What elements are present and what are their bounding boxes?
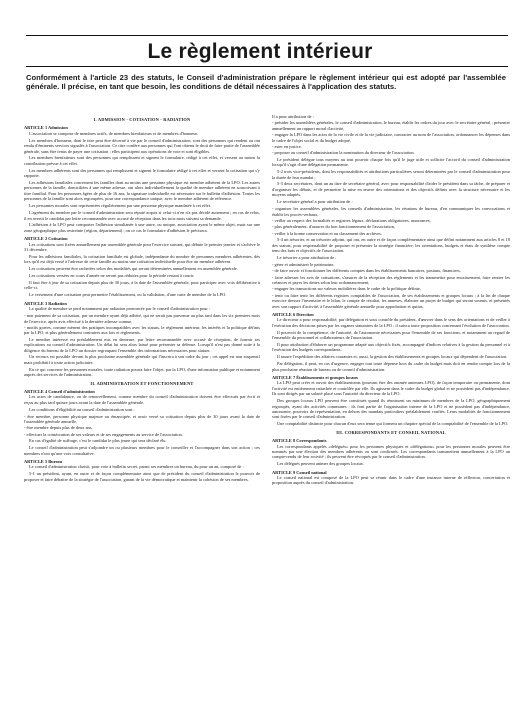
paragraph: - être membre depuis plus de deux ans, <box>24 425 93 431</box>
right-column <box>272 114 510 714</box>
paragraph: Les conditions d'éligibilité au conseil d'administration sont : <box>29 406 135 412</box>
article-heading: ARTICLE 4 Conseil d'administration <box>24 388 95 394</box>
paragraph: Les personnes morales sont représentées régulièrement par une personne physique mandatée à cet effet. <box>29 203 212 209</box>
paragraph: 5-1 un président, ayant, en outre et de façon complémentaire ainsi que de président du conseil d'administration le pouvoir de proposer et faire débattre de la stratégie de l'association, garant de la vie démocratique et maintenir la cohésion de ses membres. <box>24 471 260 482</box>
paragraph: Pour les adhésions familiales, la cotisation familiale est globale, indépendante du nombre de personnes membres adhérentes, dès lors qu'il est déjà versé à l'adresse de cette famille au moins une cotisation individuelle pour être un membre adhérent. <box>24 253 260 265</box>
paragraph: Le versement d'une cotisation peut permettre l'établissement, ou la validation, d'une carte de membre de la LPO. <box>29 292 227 298</box>
paragraph: - tenir ou faire tenir les différents registres comptables de l'association, de ses établissements et groupes locaux ; à la fin de chaque exercice dresser l'inventaire et le bilan, le compte de résultat, les annexes, élaborer un projet de budget qui seront soumis, et présentés avec son rapport d'activité, à l'assemblée générale annuelle pour approbation et quitus. <box>272 292 510 309</box>
page-title: Le règlement intérieur <box>147 40 373 63</box>
paragraph: - gérer et administrer le patrimoine, <box>272 261 335 267</box>
paragraph: Il pourvoit de la compétence, de l'autorité, de l'autonomie nécessaires pour l'ensemble de ses fonctions, et notamment au regard de l'ensemble du personnel et collaborateurs de l'association. <box>272 329 510 341</box>
paragraph: La LPO peut créer et ouvrir des établissements (pouvant être des ommée antennes LPO), de façon temporaire ou permanente, dont l'activité est entièrement rattachée et contrôlée par elle. Ils agissent dans le cadre du budget global et ne possèdent pas d'indépendance. Ils sont dirigés par un salarié placé sous l'autorité du directeur de la LPO. <box>272 380 510 397</box>
paragraph: Une comptabilité distincte pour chacun d'eux sera tenue qui formera un chapitre spécial de la comptabilité de l'ensemble de la LPO. <box>277 421 509 427</box>
paragraph: Le président délègue tous moyens au tout pouvoir chaque fois qu'il le juge utile et sollicite l'accord du conseil d'administration lorsqu'il s'agit d'une délégation permanente. <box>272 156 510 168</box>
paragraph: Les cotisations peuvent être rachetées selon des modalités qui seront déterminées annuellement en assemblée générale. <box>29 266 238 272</box>
paragraph: - motifs graves, comme mènent des pratiques incompatibles avec les statuts, le règlement intérieur, les intérêts et la politique définis par la LPO, et plus généralement contraires aux lois et règlements. <box>24 324 260 336</box>
paragraph: Les cotisations sont fixées annuellement par assemblée générale pour l'exercice suivant, qui débute le premier janvier et s'achève le 31 décembre. <box>24 241 260 253</box>
paragraph: Il faut être à jour de sa cotisation depuis plus de 30 jours, à la date de l'assemblée générale, pour participer avec voix délibérative à celle-ci. <box>24 280 260 291</box>
paragraph: Un recours est possible devant la plus prochaine assemblée générale qui l'inscrira à son ordre du jour ; cet appel est non suspensif mais prohibitif à toute action judiciaire. <box>24 354 260 365</box>
title-rule-top <box>26 35 508 36</box>
paragraph: 5-4 un trésorier, et un trésorier adjoint, qui ont, en outre et de façon complémentaire ainsi que défini notamment aux articles 8 et 18 des statuts, pour responsabilité de proposer et présenter la stratégie financière, les orientations, budgets et états de synthèse compte tenu des buts et objectifs de l'association. <box>272 237 510 253</box>
paragraph: Les adhésions familiales concernent les familles dont au moins une personne physique est membre adhérent de la LPO. Les autres personnes de la famille, domiciliées à une même adresse, ont alors individuellement la qualité de membre adhérent en souscrivant à titre familial. Pour les personnes âgées de plus de 16 ans, la signature individuelle est nécessaire sur le bulletin d'adhésion. Toutes les personnes de la famille sont alors regroupées, pour une correspondance unique, avec le membre adhérent de référence. <box>24 180 260 202</box>
paragraph: En ce qui concerne les personnes morales, toute radiation pourra faire l'objet, par la LPO, d'une information publique et notamment auprès des services de l'administration. <box>24 366 260 378</box>
article-heading: ARTICLE 7 Établissements et groupes locaux <box>272 375 358 381</box>
left-column <box>24 114 260 714</box>
intro-paragraph: Conformément à l'article 23 des statuts, le Conseil d'administration prépare le règlement intérieur qui est adopté par l'assemblée générale. Il précise, en tant que besoin, les conditions de détail nécessaires à l'application des statuts. <box>26 73 506 92</box>
paragraph: Les actes de candidature, ou de renouvellement, comme membre du conseil d'administration doivent être effectués par écrit et reçus au plus tard quinze jours avant la date de l'assemblée générale. <box>24 394 260 405</box>
section-heading: I. ADMISSION - COTISATION - RADIATION <box>93 117 191 122</box>
paragraph: 5-3 deux secrétaires, dont un au titre de secrétaire général, avec pour responsabilité d'aider le président dans sa tâche, de préparer et d'organiser les débats, et de permettre la mise en œuvre des orientations et des objectifs définis avec la structure nécessaire et les moyens adaptés. <box>272 181 510 198</box>
article-heading: ARTICLE 6 Direction <box>272 312 314 317</box>
article-heading: ARTICLE 9 Conseil national <box>272 469 327 475</box>
paragraph: Le directeur a pour responsabilité, par délégation et sous contrôle du président, d'œuvrer dans le sens des orientations et de veiller à l'exécution des décisions prises par les organes statutaires de la LPO ; il suivra toute proposition concernant l'évolution de l'association. <box>272 317 510 328</box>
paragraph: - présider les assemblées générales, le conseil d'administration, le bureau, établir les ordres du jour avec le secrétaire général ; présenter annuellement un rapport moral d'activité, <box>272 120 510 131</box>
paragraph: Par délégation, il peut, en cas d'urgence, engager tout toute dépense hors du cadre du budget mais doit en rendre compte lors de la plus prochaine réunion de bureau ou de conseil d'administration. <box>272 361 510 372</box>
paragraph: Les membres d'honneur, dont le titre peut être décerné à vie par le conseil d'administration, sont des personnes qui rendent ou ont rendu d'éminents services signalés à l'association. Ce titre confère aux personnes qui l'ont obtenu le droit de faire partie de l'assemblée générale, sans être tenus de payer une cotisation ; elles participent aux opérations de vote et sont éligibles. <box>24 137 260 154</box>
paragraph: Il assure l'expédition des affaires courantes et, aussi, la gestion des établissements et groupes locaux qui dépendent de l'association. <box>277 354 508 360</box>
paragraph: - veiller à la bonne conservation et au classement des archives. <box>272 230 383 236</box>
article-heading: ARTICLE 2 Cotisation <box>24 236 68 242</box>
paragraph: Le conseil national est composé de la LPO peut se réunir dans le cadre d'une instance interne de réflexion, concertation et proposition auprès du conseil d'administration. <box>272 475 510 486</box>
paragraph: Le conseil d'administration peut s'adjoindre un ou plusieurs membres pour le conseiller et l'accompagner dans son action ; ces membres n'ont qu'une voix consultative. <box>24 445 260 456</box>
paragraph: Les cotisations versées en cours d'année ne seront pas réduites pour la période restant à courir. <box>29 273 195 279</box>
paragraph: Le membre intéressé est préalablement mis en demeure, par lettre recommandée avec accusé de réception, de fournir ses explications au conseil d'administration. Un délai lui sera alors laissé pour présenter sa défense. Lorsqu'il n'est pas donné suite à la diligence du bureau de la LPO un dossier regroupant l'ensemble des informations nécessaires pour statuer. <box>24 336 260 353</box>
paragraph: - proposer au conseil d'administration la nomination du directeur de l'association. <box>272 150 415 156</box>
article-heading: ARTICLE 1 Admission <box>24 125 68 131</box>
paragraph: - plus généralement, d'assurer du bon fonctionnement de l'association, <box>272 224 396 230</box>
paragraph: - effectuer la consécration de ses valeurs et de ses engagements au service de l'association. <box>24 431 183 437</box>
section-heading: II. ADMINISTRATION ET FONCTIONNEMENT <box>90 380 194 386</box>
paragraph: En cas d'égalité de suffrage, c'est le candidat le plus jeune qui sera déclaré élu. <box>29 438 167 444</box>
section-heading: III. CORRESPONDANTS ET CONSEIL NATIONAL <box>336 429 446 435</box>
title-rule-bottom <box>26 66 508 67</box>
paragraph: L'adhésion à la LPO peut comporter l'adhésion simultanée à une autre, ou unique, association ayant le même objet, mais sur une zone géographique plus restreinte (région, département) ; on ce cas le formulaire d'adhésion le précisera. <box>24 222 260 233</box>
paragraph: Il a pour attribution de : <box>272 114 314 119</box>
paragraph: Les délégués peuvent animer des groupes locaux. <box>277 461 364 467</box>
paragraph: - veiller au respect des formalités et registres légaux, déclarations obligatoires, assurances, <box>272 217 431 223</box>
paragraph: Les membres bienfaiteurs sont des personnes qui remplissent et signent le formulaire, rédigé à cet effet, et versent au moins la contribution prévue à cet effet. <box>24 155 260 166</box>
paragraph: Les membres adhérents sont des personnes qui remplissent et signent le formulaire rédigé à cet effet et versent la cotisation qui s'y rapporte. <box>24 167 260 179</box>
paragraph: 5-2 trois vice-présidents, dont les responsabilités et attributions particulières seront déterminées par le conseil d'administration pour la durée de leur mandat ; <box>272 169 510 180</box>
paragraph: L'agrément du membre par le conseil d'administration sera réputé acquis si celui-ci n'en n'a pas décidé autrement ; en cas de refus, il en avertit le candidat par lettre recommandée avec accusé de réception dans les trois mois suivant sa demande. <box>24 210 260 221</box>
paragraph: Il pour attribution d'élaborer un programme adapté aux objectifs fixés, accompagné d'indices relatives à la gestion du personnel et à l'exécution des budgets correspondants. <box>272 342 510 353</box>
paragraph: Les correspondants appelés «délégués» pour les personnes physiques et «délégations» pour les personnes morales peuvent être nommés par une élection des membres adhérents ou sont confirmés. Les correspondants transmettent annuellement à la LPO un compte-rendu de leur activité ; ils peuvent être révoqués par le conseil d'administration. <box>272 443 510 460</box>
article-heading: ARTICLE 3 Radiation <box>24 300 67 306</box>
article-heading: ARTICLE 8 Correspondants <box>272 438 327 444</box>
paragraph: - organiser les assemblées générales, les conseils d'administration, les réunions de bureau, d'en communiquer les convocations et établir les procès-verbaux, <box>272 206 510 217</box>
paragraph: - engager la LPO dans les actes de la vie civile et de la vie judiciaire, contracter au nom de l'association, ordonnancer les dépenses dans le cadre de l'objet social et du budget adopté, <box>272 132 510 143</box>
paragraph: - faire adresser les avis de cotisations, s'assurer de la réception des règlements et les transmettre pour encaissement, faire rentrer les créances et payer les dettes selon leur ordonnancement, <box>272 274 510 285</box>
paragraph: - engager les transactions sur valeurs mobilières dans le cadre de la politique définie, <box>272 286 421 292</box>
paragraph: - être membre, personne physique majeure ou émancipée, et avoir versé sa cotisation depuis plus de 30 jours avant la date de l'assemblée générale annuelle, <box>24 413 260 424</box>
paragraph: - de faire ouvrir et fonctionner les différents comptes dans les établissements bancaires, postaux, financiers, <box>272 268 461 274</box>
article-heading: ARTICLE 5 Bureau <box>24 458 63 464</box>
paragraph: Le secrétaire général a pour attribution de : <box>277 199 353 205</box>
paragraph: Le trésorier a pour attribution de : <box>277 254 337 260</box>
paragraph: La qualité de membre se perd notamment par radiation prononcée par le conseil d'administration pour : <box>29 306 211 312</box>
paragraph: L'association se compose de membres actifs, de membres bienfaiteurs et de membres d'honneur. <box>29 130 198 136</box>
paragraph: Des groupes locaux LPO peuvent être constitués quand ils réunissent un minimum de membres de la LPO, géographiquement regroupés, ayant des activités communes ; ils font partie de l'organisation interne de la LPO et ne possèdent pas d'indépendance, autonomie, pouvoirs de représentation, en dehors des mandats particuliers préalablement confiés. Leurs modalités de fonctionnement sont fixées par le conseil d'administration. <box>272 398 510 420</box>
paragraph: - ester en justice, <box>272 144 302 150</box>
paragraph: Le conseil d'administration choisit, pour vote à bulletin secret, parmi ses membres un bureau, du pour un an, composé de : <box>29 464 244 470</box>
paragraph: - non paiement de sa cotisation, par un membre ayant déjà adhéré, qui ne serait pas parvenue au plus tard dans les six premiers mois de l'exercice, après avis effectué à la dernière adresse connue, <box>24 313 260 324</box>
